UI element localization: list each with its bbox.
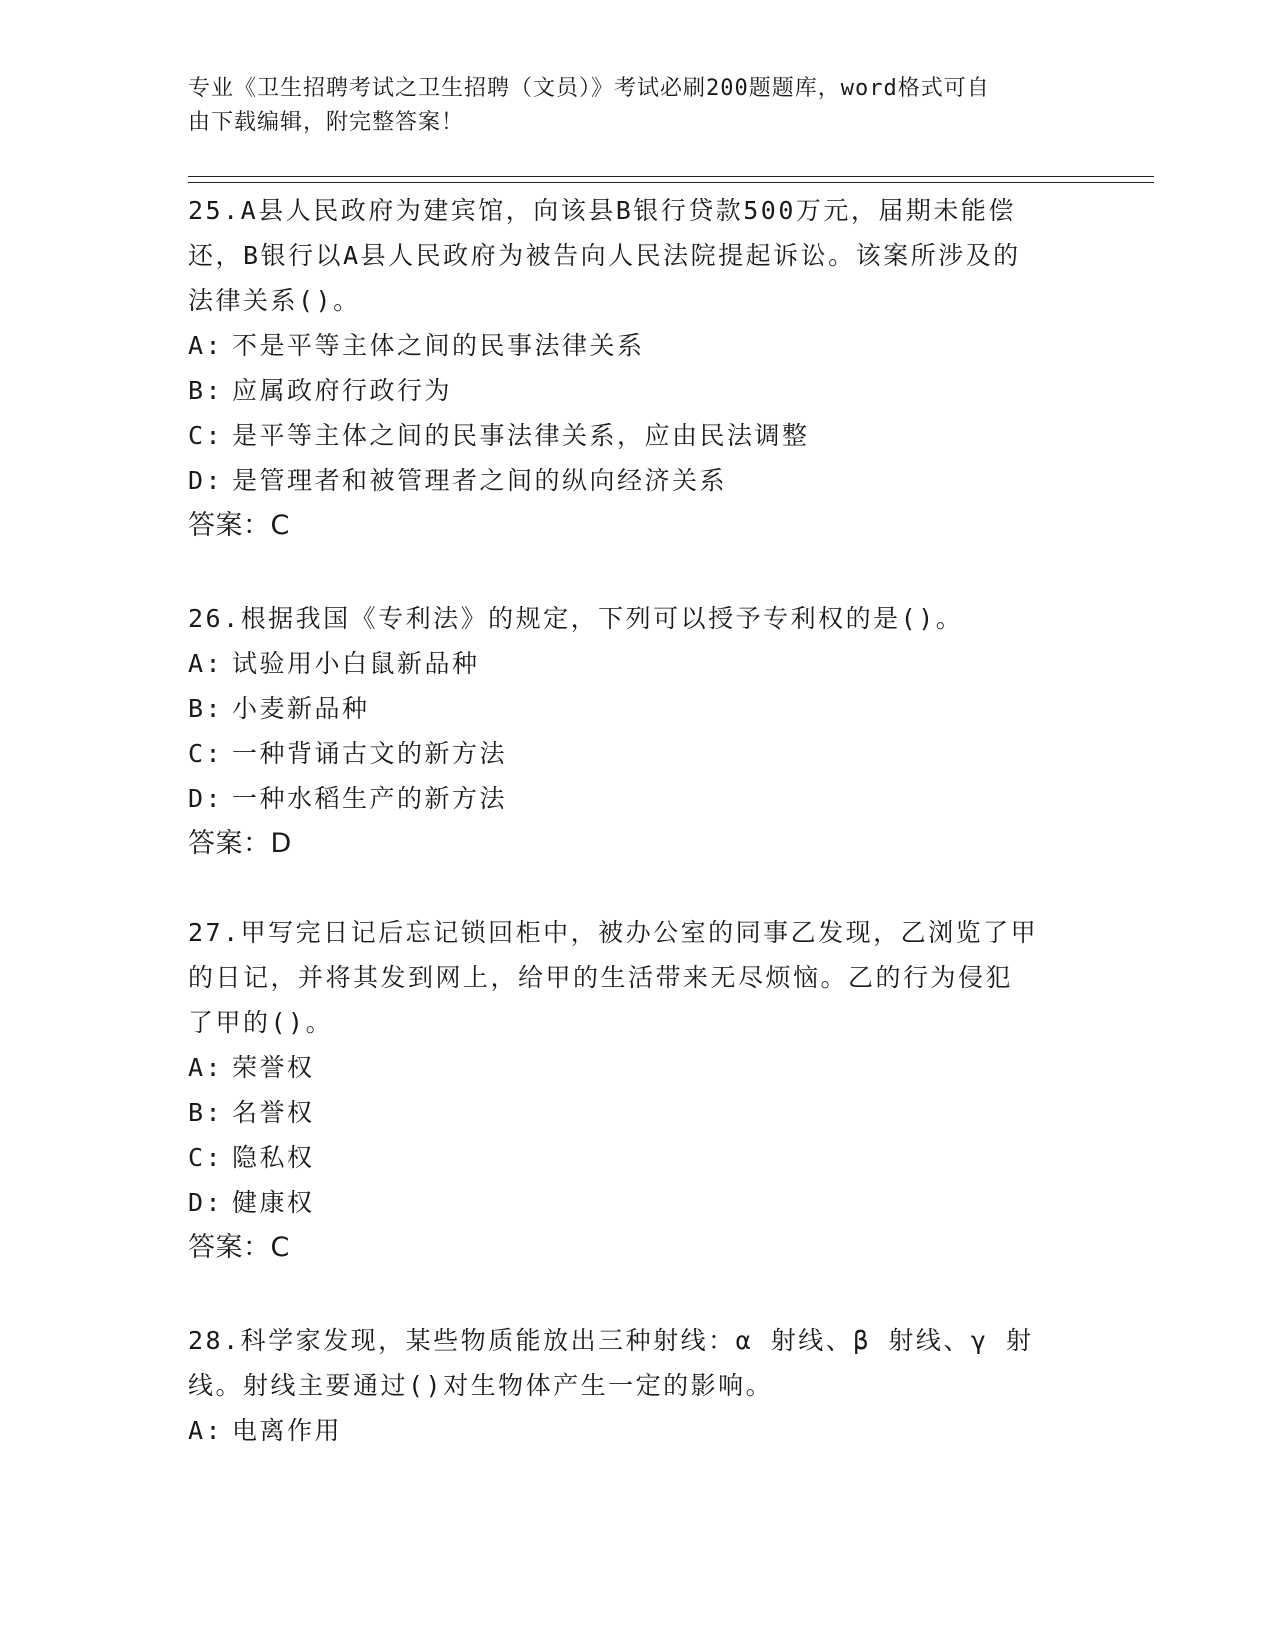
option-c [188, 731, 963, 776]
option-text: 一种背诵古文的新方法 [232, 739, 508, 768]
option-text: 电离作用 [232, 1416, 343, 1445]
option-text: 不是平等主体之间的民事法律关系 [232, 331, 645, 360]
option-text: 是管理者和被管理者之间的纵向经济关系 [232, 466, 728, 495]
option-d [188, 776, 963, 821]
option-d [188, 1180, 1038, 1225]
question-27 [188, 910, 1038, 1270]
question-stem-line: 25.A县人民政府为建宾馆，向该县B银行贷款500万元，届期未能偿 [188, 196, 1016, 225]
question-stem-line: 26.根据我国《专利法》的规定，下列可以授予专利权的是()。 [188, 604, 964, 633]
question-stem-line: 了甲的()。 [188, 1008, 334, 1037]
option-text: 是平等主体之间的民事法律关系，应由民法调整 [232, 421, 810, 450]
question-25 [188, 188, 1021, 548]
option-a [188, 1045, 1038, 1090]
option-d [188, 458, 1021, 503]
option-a [188, 323, 1021, 368]
option-letter: D: [188, 1188, 224, 1217]
option-b [188, 686, 963, 731]
option-text: 名誉权 [232, 1098, 315, 1127]
option-letter: D: [188, 466, 224, 495]
option-letter: C: [188, 421, 224, 450]
question-stem-line: 线。射线主要通过()对生物体产生一定的影响。 [188, 1371, 774, 1400]
option-letter: A: [188, 331, 224, 360]
question-stem-line: 27.甲写完日记后忘记锁回柜中，被办公室的同事乙发现，乙浏览了甲 [188, 918, 1039, 947]
header-divider-bottom [188, 182, 1154, 183]
option-text: 荣誉权 [232, 1053, 315, 1082]
question-stem-line: 28.科学家发现，某些物质能放出三种射线：α 射线、β 射线、γ 射 [188, 1326, 1034, 1355]
option-letter: B: [188, 1098, 224, 1127]
option-letter: C: [188, 1143, 224, 1172]
option-letter: A: [188, 1416, 224, 1445]
option-a [188, 641, 963, 686]
option-b [188, 1090, 1038, 1135]
option-text: 隐私权 [232, 1143, 315, 1172]
option-c [188, 413, 1021, 458]
option-a [188, 1408, 1033, 1453]
header-line-1: 专业《卫生招聘考试之卫生招聘（文员）》考试必刷200题题库，word格式可自 [188, 76, 990, 101]
option-letter: B: [188, 694, 224, 723]
option-text: 一种水稻生产的新方法 [232, 784, 508, 813]
header-line-2: 由下载编辑，附完整答案！ [188, 110, 465, 135]
question-stem-line: 的日记，并将其发到网上，给甲的生活带来无尽烦恼。乙的行为侵犯 [188, 963, 1014, 992]
question-stem-line: 还，B银行以A县人民政府为被告向人民法院提起诉讼。该案所涉及的 [188, 241, 1021, 270]
option-letter: C: [188, 739, 224, 768]
option-text: 应属政府行政行为 [232, 376, 453, 405]
option-text: 健康权 [232, 1188, 315, 1217]
option-letter: B: [188, 376, 224, 405]
option-text: 小麦新品种 [232, 694, 370, 723]
document-header [188, 72, 1088, 140]
option-letter: A: [188, 1053, 224, 1082]
answer-line: 答案：C [188, 510, 290, 541]
question-stem-line: 法律关系()。 [188, 286, 361, 315]
answer-line: 答案：C [188, 1232, 290, 1263]
header-divider-top [188, 176, 1154, 177]
option-b [188, 368, 1021, 413]
question-26 [188, 596, 963, 866]
question-28 [188, 1318, 1033, 1453]
option-letter: A: [188, 649, 224, 678]
option-letter: D: [188, 784, 224, 813]
answer-line: 答案：D [188, 828, 292, 859]
option-c [188, 1135, 1038, 1180]
option-text: 试验用小白鼠新品种 [232, 649, 480, 678]
